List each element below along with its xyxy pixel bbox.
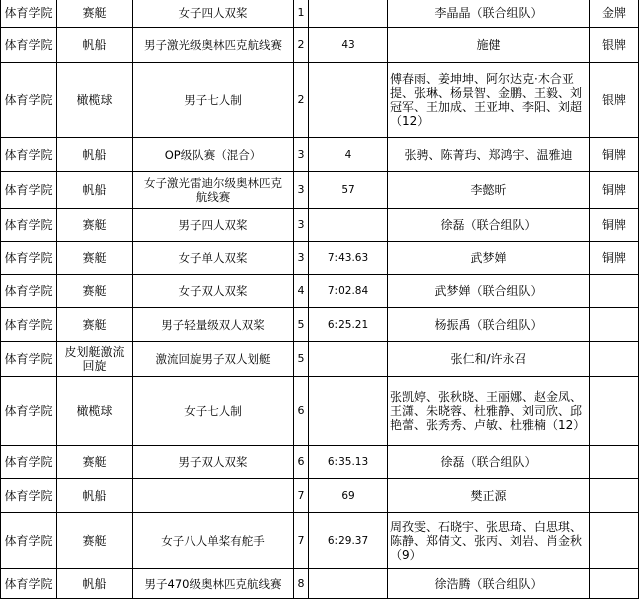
cell-athletes: 武梦婵（联合组队）	[388, 275, 590, 308]
table-row	[1, 377, 639, 446]
cell-rank: 3	[294, 138, 309, 172]
table-row	[1, 342, 639, 377]
cell-rank: 5	[294, 308, 309, 342]
cell-score: 6:35.13	[309, 446, 388, 479]
table-row	[1, 63, 639, 138]
cell-score: 43	[309, 28, 388, 63]
cell-athletes: 施健	[388, 28, 590, 63]
cell-event: OP级队赛（混合）	[133, 138, 294, 172]
cell-score: 6:25.21	[309, 308, 388, 342]
cell-medal	[590, 479, 639, 513]
cell-rank: 8	[294, 569, 309, 599]
cell-score: 57	[309, 172, 388, 209]
cell-sport: 帆船	[57, 28, 133, 63]
cell-event: 男子双人双桨	[133, 446, 294, 479]
cell-athletes: 武梦婵	[388, 242, 590, 275]
table-row	[1, 138, 639, 172]
table-row	[1, 569, 639, 599]
cell-college: 体育学院	[1, 0, 57, 28]
cell-college: 体育学院	[1, 342, 57, 377]
cell-college: 体育学院	[1, 242, 57, 275]
cell-sport: 帆船	[57, 479, 133, 513]
cell-college: 体育学院	[1, 28, 57, 63]
cell-event: 女子八人单桨有舵手	[133, 513, 294, 569]
cell-sport: 赛艇	[57, 0, 133, 28]
cell-event: 男子七人制	[133, 63, 294, 138]
cell-sport: 赛艇	[57, 275, 133, 308]
cell-sport: 帆船	[57, 172, 133, 209]
cell-rank: 7	[294, 479, 309, 513]
cell-event: 女子单人双桨	[133, 242, 294, 275]
cell-score	[309, 377, 388, 446]
cell-sport: 帆船	[57, 569, 133, 599]
cell-event: 女子七人制	[133, 377, 294, 446]
cell-score: 6:29.37	[309, 513, 388, 569]
cell-rank: 6	[294, 446, 309, 479]
cell-score	[309, 209, 388, 242]
cell-rank: 2	[294, 63, 309, 138]
cell-rank: 3	[294, 209, 309, 242]
cell-medal	[590, 308, 639, 342]
cell-medal	[590, 569, 639, 599]
table-row	[1, 209, 639, 242]
cell-athletes: 傅春雨、姜坤坤、阿尔达克·木合亚提、张琳、杨景智、金鹏、王毅、刘冠军、王加成、王亚坤、李阳、刘超（12）	[388, 63, 590, 138]
cell-athletes: 李晶晶（联合组队）	[388, 0, 590, 28]
cell-rank: 3	[294, 242, 309, 275]
cell-sport: 皮划艇激流回旋	[57, 342, 133, 377]
cell-medal	[590, 275, 639, 308]
cell-college: 体育学院	[1, 513, 57, 569]
cell-athletes: 李懿昕	[388, 172, 590, 209]
cell-score: 69	[309, 479, 388, 513]
cell-athletes: 徐磊（联合组队）	[388, 209, 590, 242]
cell-athletes: 杨振禹（联合组队）	[388, 308, 590, 342]
cell-score: 7:02.84	[309, 275, 388, 308]
table-row	[1, 172, 639, 209]
cell-college: 体育学院	[1, 209, 57, 242]
cell-event	[133, 479, 294, 513]
cell-event: 女子激光雷迪尔级奥林匹克 航线赛	[133, 172, 294, 209]
cell-medal: 银牌	[590, 63, 639, 138]
cell-medal	[590, 342, 639, 377]
table-row	[1, 446, 639, 479]
cell-event: 女子双人双桨	[133, 275, 294, 308]
cell-college: 体育学院	[1, 138, 57, 172]
cell-event: 女子四人双桨	[133, 0, 294, 28]
cell-sport: 赛艇	[57, 209, 133, 242]
table-row	[1, 308, 639, 342]
cell-college: 体育学院	[1, 63, 57, 138]
cell-score: 4	[309, 138, 388, 172]
cell-sport: 橄榄球	[57, 63, 133, 138]
cell-event: 男子470级奥林匹克航线赛	[133, 569, 294, 599]
cell-sport: 帆船	[57, 138, 133, 172]
cell-medal: 铜牌	[590, 209, 639, 242]
cell-sport: 赛艇	[57, 446, 133, 479]
cell-college: 体育学院	[1, 569, 57, 599]
cell-sport: 橄榄球	[57, 377, 133, 446]
cell-rank: 1	[294, 0, 309, 28]
cell-score	[309, 342, 388, 377]
cell-event: 男子四人双桨	[133, 209, 294, 242]
cell-athletes: 徐磊（联合组队）	[388, 446, 590, 479]
cell-college: 体育学院	[1, 479, 57, 513]
cell-college: 体育学院	[1, 275, 57, 308]
cell-medal: 金牌	[590, 0, 639, 28]
cell-sport: 赛艇	[57, 242, 133, 275]
cell-sport: 赛艇	[57, 513, 133, 569]
table-row	[1, 242, 639, 275]
table-row	[1, 275, 639, 308]
cell-medal: 铜牌	[590, 242, 639, 275]
cell-athletes: 张仁和/许永召	[388, 342, 590, 377]
cell-event: 男子轻量级双人双桨	[133, 308, 294, 342]
cell-rank: 6	[294, 377, 309, 446]
cell-athletes: 张骋、陈菁玙、郑鸿宇、温雅迪	[388, 138, 590, 172]
table-row	[1, 0, 639, 28]
table-row	[1, 513, 639, 569]
cell-college: 体育学院	[1, 308, 57, 342]
cell-score	[309, 0, 388, 28]
cell-medal	[590, 513, 639, 569]
cell-rank: 2	[294, 28, 309, 63]
cell-rank: 7	[294, 513, 309, 569]
cell-medal: 铜牌	[590, 138, 639, 172]
cell-score: 7:43.63	[309, 242, 388, 275]
cell-college: 体育学院	[1, 377, 57, 446]
cell-rank: 5	[294, 342, 309, 377]
cell-medal: 银牌	[590, 28, 639, 63]
cell-athletes: 徐浩腾（联合组队）	[388, 569, 590, 599]
cell-college: 体育学院	[1, 446, 57, 479]
cell-sport: 赛艇	[57, 308, 133, 342]
cell-medal	[590, 446, 639, 479]
cell-event: 激流回旋男子双人划艇	[133, 342, 294, 377]
cell-college: 体育学院	[1, 172, 57, 209]
table-row	[1, 479, 639, 513]
table-row	[1, 28, 639, 63]
cell-medal	[590, 377, 639, 446]
cell-score	[309, 63, 388, 138]
cell-event: 男子激光级奥林匹克航线赛	[133, 28, 294, 63]
cell-rank: 4	[294, 275, 309, 308]
cell-athletes: 樊正源	[388, 479, 590, 513]
cell-athletes: 张凯婷、张秋晓、王丽娜、赵金凤、王潇、朱晓蓉、杜雅静、刘司欣、邱艳蕾、张秀秀、卢敏、杜雅楠（12）	[388, 377, 590, 446]
cell-athletes: 周孜雯、石晓宇、张思琦、白思琪、陈静、郑倩文、张丙、刘岩、肖金秋（9）	[388, 513, 590, 569]
cell-score	[309, 569, 388, 599]
cell-medal: 铜牌	[590, 172, 639, 209]
cell-rank: 3	[294, 172, 309, 209]
